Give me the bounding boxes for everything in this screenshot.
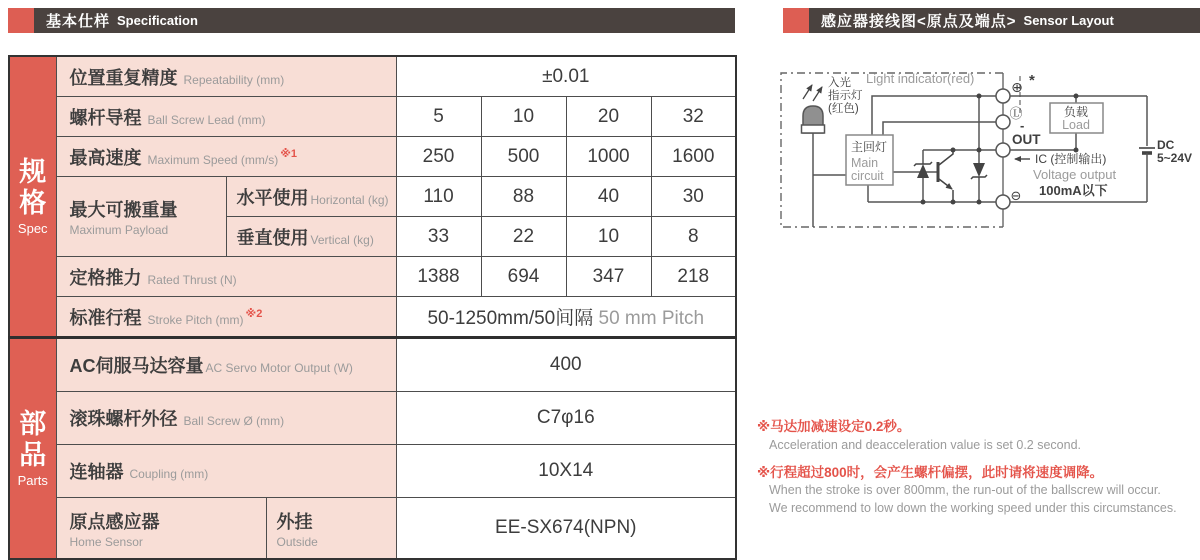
dc-source-symbol (1139, 96, 1192, 202)
load-label-zh: 负载 (1063, 105, 1089, 119)
footnote-1-zh: ※马达加减速设定0.2秒。 (757, 419, 911, 434)
light-indicator-label-zh3: (红色) (828, 103, 859, 115)
value-horizontal-3: 40 (566, 177, 651, 217)
row-label-max-speed: 最高速度 Maximum Speed (mm/s) $^{※1}$ (56, 137, 396, 177)
value-vertical-2: 22 (481, 217, 566, 257)
main-circuit-label-zh: 主回灯 (850, 140, 888, 154)
terminal-minus-symbol: ⊖ (1010, 188, 1022, 203)
header-accent-square (8, 8, 34, 33)
current-limit-label: 100mA以下 (1039, 183, 1108, 198)
main-circuit-label-en1: Main (851, 156, 879, 170)
voltage-output-label: Voltage output (1033, 167, 1117, 182)
spec-table (8, 55, 737, 560)
main-circuit-label-en2: circuit (851, 169, 884, 183)
value-vertical-4: 8 (651, 217, 736, 257)
specification-title-zh: 基本仕样 (46, 13, 111, 30)
sensor-wiring-diagram (773, 52, 1200, 252)
load-box (1050, 103, 1103, 133)
value-home-sensor: EE-SX674(NPN) (396, 498, 736, 560)
value-ball-screw-od: C7φ16 (396, 392, 736, 445)
row-label-max-payload: 最大可搬重量 Maximum Payload (56, 177, 226, 257)
terminal-plus-symbol: ⊕ (1011, 79, 1023, 95)
dc-label-line1: DC (1157, 138, 1175, 152)
dc-label-line2: 5~24V (1157, 151, 1193, 165)
footnotes (757, 417, 1200, 526)
incoming-light-arrow (803, 85, 812, 99)
value-lead-3: 20 (566, 97, 651, 137)
row-label-ball-screw-lead: 螺杆导程 Ball Screw Lead (mm) (56, 97, 396, 137)
value-speed-4: 1600 (651, 137, 736, 177)
value-servo-output: 400 (396, 338, 736, 392)
row-label-ball-screw-od: 滚珠螺杆外径 Ball Screw Ø (mm) (56, 392, 396, 445)
terminal-minus-circle (996, 195, 1010, 209)
side-label-parts (9, 338, 56, 560)
value-thrust-4: 218 (651, 257, 736, 297)
light-indicator-label-zh1: 入光 (828, 77, 851, 89)
footnote-2-zh: ※行程超过800时，会产生螺杆偏摆，此时请将速度调降。 (757, 464, 1104, 480)
row-label-horizontal: 水平使用 Horizontal (kg) (226, 177, 396, 217)
value-horizontal-1: 110 (396, 177, 481, 217)
row-label-servo-output: AC伺服马达容量 AC Servo Motor Output (W) (56, 338, 396, 392)
value-coupling: 10X14 (396, 445, 736, 498)
load-label-en: Load (1062, 118, 1090, 132)
value-repeatability: ±0.01 (396, 56, 736, 97)
row-label-stroke-pitch: 标准行程 Stroke Pitch (mm) $^{※2}$ (56, 297, 396, 338)
specification-title-en: Specification (117, 13, 198, 28)
diode-symbol (914, 162, 932, 178)
terminal-out-circle (996, 143, 1010, 157)
row-label-coupling: 连轴器 Coupling (mm) (56, 445, 396, 498)
zener-diode-symbol (971, 163, 987, 179)
side-label-parts-zh: 部品 (19, 409, 47, 470)
value-vertical-1: 33 (396, 217, 481, 257)
footnote-mark-1: ※1 (280, 148, 297, 161)
value-lead-4: 32 (651, 97, 736, 137)
sensor-layout-title-en: Sensor Layout (1023, 13, 1114, 28)
value-speed-1: 250 (396, 137, 481, 177)
ic-output-label: IC (控制输出) (1035, 152, 1107, 166)
led-indicator-icon (802, 85, 825, 133)
footnote-2-en1: When the stroke is over 800mm, the run-out of the ballscrew will occur. (769, 483, 1161, 498)
row-label-vertical: 垂直使用 Vertical (kg) (226, 217, 396, 257)
sensor-layout-title-zh: 感应器接线图<原点及端点> (821, 13, 1017, 30)
incoming-light-arrow (813, 87, 822, 101)
terminal-star-mark: * (1029, 72, 1035, 89)
value-lead-1: 5 (396, 97, 481, 137)
footnote-1-en: Acceleration and deacceleration value is set 0.2 second. (769, 437, 1081, 452)
value-thrust-3: 347 (566, 257, 651, 297)
value-stroke: 50-1250mm/50间隔 50 mm Pitch (396, 297, 736, 338)
row-label-rated-thrust: 定格推力 Rated Thrust (N) (56, 257, 396, 297)
main-circuit-box (846, 135, 893, 185)
footnote-2-en2: We recommend to low down the working speed under this circumstances. (769, 500, 1177, 515)
footnote-2 (757, 463, 1200, 517)
light-indicator-label-zh2: 指示灯 (828, 90, 863, 102)
transistor-symbol (938, 150, 953, 202)
row-label-home-sensor: 原点感应器 Home Sensor (56, 498, 266, 560)
value-horizontal-4: 30 (651, 177, 736, 217)
footnote-1 (757, 417, 1200, 454)
terminal-l-symbol: Ⓛ (1009, 106, 1023, 121)
side-label-spec-en: Spec (17, 220, 48, 236)
row-label-outside: 外挂 Outside (266, 498, 396, 560)
value-speed-3: 1000 (566, 137, 651, 177)
value-thrust-2: 694 (481, 257, 566, 297)
row-label-repeatability: 位置重复精度 Repeatability (mm) (56, 56, 396, 97)
footnote-mark-2: ※2 (245, 308, 263, 321)
value-lead-2: 10 (481, 97, 566, 137)
sensor-layout-header-bar (783, 8, 1200, 33)
value-horizontal-2: 88 (481, 177, 566, 217)
header-accent-square (783, 8, 809, 33)
terminal-out-label: OUT (1012, 132, 1041, 147)
value-speed-2: 500 (481, 137, 566, 177)
terminal-l-circle (996, 115, 1010, 129)
value-thrust-1: 1388 (396, 257, 481, 297)
side-label-spec-zh: 规格 (19, 157, 47, 218)
terminal-plus-circle (996, 89, 1010, 103)
value-vertical-3: 10 (566, 217, 651, 257)
side-label-parts-en: Parts (17, 472, 48, 488)
light-indicator-label-en: Light indicator(red) (866, 71, 975, 86)
side-label-spec (9, 56, 56, 338)
specification-header-bar (8, 8, 735, 33)
terminal-l-minus-mark: - (1020, 118, 1025, 133)
